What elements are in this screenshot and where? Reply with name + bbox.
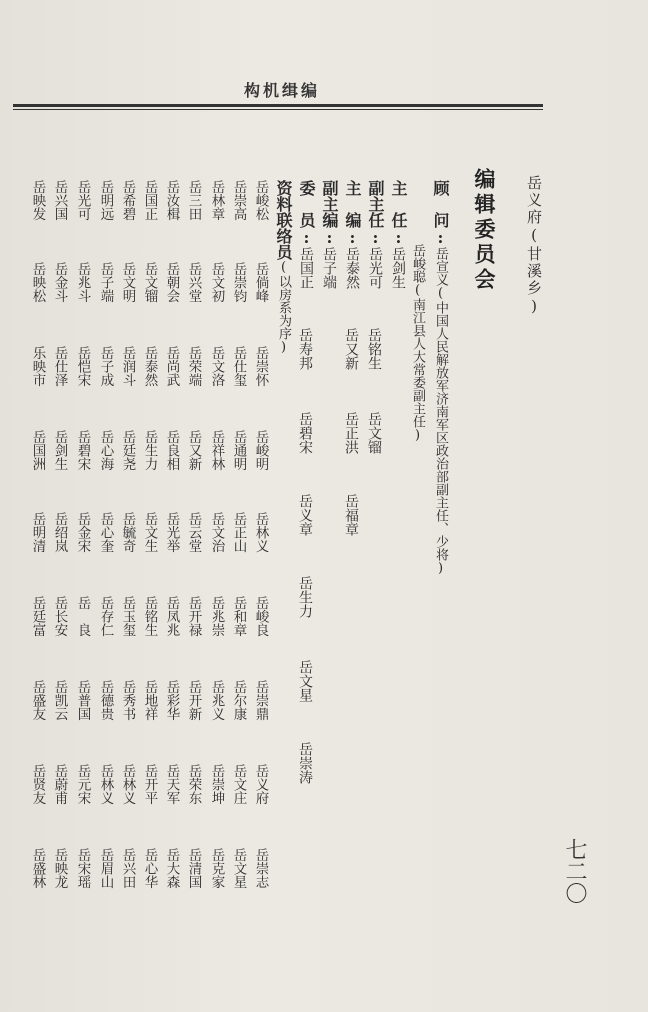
liaison-name: 岳林章 [208,180,225,221]
liaison-name: 岳映松 [29,262,46,303]
editor-name-3: 岳正洪 [343,412,359,454]
editor-name-1: 岳泰然 [344,247,360,289]
liaison-name: 岳大森 [163,848,180,889]
liaison-line [275,180,291,355]
liaison-name: 岳兴田 [119,848,136,889]
liaison-name: 岳正山 [230,512,247,553]
committee-title: 编辑委员会 [472,168,497,293]
page-number: 七二〇 [562,838,587,904]
liaison-name: 岳文洛 [208,346,225,387]
liaison-name: 岳林义 [97,764,114,805]
liaison-name: 岳峻良 [252,596,269,637]
liaison-name: 岳义府 [252,764,269,805]
liaison-name: 岳开新 [185,680,202,721]
vice-director-name-1: 岳光可 [367,247,383,289]
liaison-name: 岳云堂 [185,512,202,553]
liaison-name: 岳长安 [51,596,68,637]
advisor-name-1: 岳宣义(中国人民解放军济南军区政治部副主任、少将) [433,247,448,576]
liaison-name: 岳眉山 [97,848,114,889]
liaison-name: 岳林义 [119,764,136,805]
member-name-1: 岳国正 [298,247,314,289]
member-name-3: 岳碧宋 [297,412,313,454]
liaison-name: 岳崇怀 [252,346,269,387]
liaison-name: 岳清国 [185,848,202,889]
liaison-name: 岳存仁 [97,596,114,637]
liaison-name: 岳泰然 [141,346,158,387]
liaison-name: 岳映龙 [51,848,68,889]
liaison-name: 岳子端 [97,262,114,303]
liaison-name: 岳汝楫 [163,180,180,221]
liaison-name: 岳明远 [97,180,114,221]
liaison-name: 岳兆崇 [208,596,225,637]
vice-director-name-3: 岳文镏 [366,412,382,454]
liaison-name: 岳和章 [230,596,247,637]
liaison-name: 岳子成 [97,346,114,387]
liaison-name: 岳铭生 [141,596,158,637]
liaison-name: 岳崇志 [252,848,269,889]
liaison-name: 岳心奎 [97,512,114,553]
liaison-name: 岳开禄 [185,596,202,637]
member-name-6: 岳文星 [297,660,313,702]
liaison-name: 岳文生 [141,512,158,553]
liaison-name: 岳地祥 [141,680,158,721]
liaison-name: 岳又新 [185,430,202,471]
liaison-name: 岳生力 [141,430,158,471]
liaison-name: 岳峻明 [252,430,269,471]
advisor-line-1 [432,180,448,576]
liaison-name: 岳通明 [230,430,247,471]
member-name-4: 岳义章 [297,494,313,536]
liaison-name: 岳开平 [141,764,158,805]
liaison-name: 岳普国 [74,680,91,721]
liaison-name: 岳希碧 [119,180,136,221]
liaison-name: 岳毓奇 [119,512,136,553]
liaison-name: 岳兆斗 [74,262,91,303]
member-name-7: 岳崇涛 [297,742,313,784]
editor-name-2: 岳又新 [343,328,359,370]
liaison-name: 岳剑生 [51,430,68,471]
liaison-name: 岳映发 [29,180,46,221]
liaison-name: 岳心华 [141,848,158,889]
liaison-name: 岳秀书 [119,680,136,721]
vice-director-label: 副主任: [366,180,385,247]
header-rule-thick [13,104,543,107]
liaison-name: 岳倘峰 [252,262,269,303]
liaison-name: 岳峻松 [252,180,269,221]
vice-director-name-2: 岳铭生 [366,328,382,370]
liaison-name: 岳荣端 [185,346,202,387]
liaison-name: 岳贤友 [29,764,46,805]
advisor-name-2: 岳峻聪(南江县人大常委副主任) [410,244,425,443]
liaison-name: 岳光举 [163,512,180,553]
advisor-label: 顾 问: [431,180,450,247]
liaison-name: 岳克家 [208,848,225,889]
liaison-name: 岳崇鼎 [252,680,269,721]
liaison-name: 岳文初 [208,262,225,303]
advisor-line-2 [410,244,424,443]
director-name: 岳剑生 [390,247,406,289]
liaison-name: 岳绍岚 [51,512,68,553]
liaison-name: 岳廷富 [29,596,46,637]
liaison-name: 岳盛林 [29,848,46,889]
liaison-name: 岳德贵 [97,680,114,721]
liaison-name: 岳仕泽 [51,346,68,387]
liaison-name: 岳宋瑶 [74,848,91,889]
editor-label: 主 编: [343,180,362,247]
liaison-name: 岳金宋 [74,512,91,553]
liaison-name: 岳元宋 [74,764,91,805]
vice-editor-name: 岳子端 [321,247,337,289]
liaison-name: 岳荣东 [185,764,202,805]
liaison-name: 岳文治 [208,512,225,553]
vice-editor-line [321,180,337,289]
liaison-name: 岳金斗 [51,262,68,303]
liaison-name: 岳崇钧 [230,262,247,303]
member-name-5: 岳生力 [297,576,313,618]
liaison-name: 岳兴堂 [185,262,202,303]
editor-line [344,180,360,289]
liaison-name: 岳恺宋 [74,346,91,387]
member-name-2: 岳寿邦 [297,328,313,370]
member-line [298,180,314,289]
liaison-name: 岳玉玺 [119,596,136,637]
liaison-name: 岳文星 [230,848,247,889]
liaison-name: 岳三田 [185,180,202,221]
header-rule-thin [13,109,543,110]
liaison-name: 岳碧宋 [74,430,91,471]
liaison-label: 资料联络员 [274,180,293,260]
liaison-note: (以房系为序) [276,260,291,355]
liaison-name: 岳文镏 [141,262,158,303]
liaison-name: 岳国洲 [29,430,46,471]
liaison-name: 岳崇坤 [208,764,225,805]
liaison-name: 岳润斗 [119,346,136,387]
liaison-name: 岳兆义 [208,680,225,721]
liaison-name: 岳良相 [163,430,180,471]
liaison-name: 岳凯云 [51,680,68,721]
liaison-name: 岳朝会 [163,262,180,303]
liaison-name: 岳林义 [252,512,269,553]
liaison-name: 岳天军 [163,764,180,805]
liaison-name: 岳兴国 [51,180,68,221]
editor-name-4: 岳福章 [343,494,359,536]
liaison-name: 岳彩华 [163,680,180,721]
running-header: 构机缉编 [244,81,321,100]
liaison-name: 岳光可 [74,180,91,221]
vice-editor-label: 副主编: [320,180,339,247]
vice-director-line [367,180,383,289]
liaison-name: 岳心海 [97,430,114,471]
liaison-name: 岳廷尧 [119,430,136,471]
liaison-name: 岳明清 [29,512,46,553]
liaison-name: 岳崇高 [230,180,247,221]
liaison-name: 岳祥林 [208,430,225,471]
liaison-name: 岳蔚甫 [51,764,68,805]
director-line [390,180,406,289]
director-label: 主 任: [389,180,408,247]
liaison-name: 岳国正 [141,180,158,221]
liaison-name: 乐映市 [29,346,46,387]
liaison-name: 岳仕玺 [230,346,247,387]
liaison-name: 岳文明 [119,262,136,303]
section-head: 岳义府(甘溪乡) [525,175,543,317]
liaison-name: 岳凤兆 [163,596,180,637]
liaison-name: 岳尚武 [163,346,180,387]
liaison-name: 岳盛友 [29,680,46,721]
liaison-name: 岳尔康 [230,680,247,721]
liaison-name: 岳文庄 [230,764,247,805]
member-label: 委 员: [297,180,316,247]
liaison-name: 岳 良 [74,596,91,637]
